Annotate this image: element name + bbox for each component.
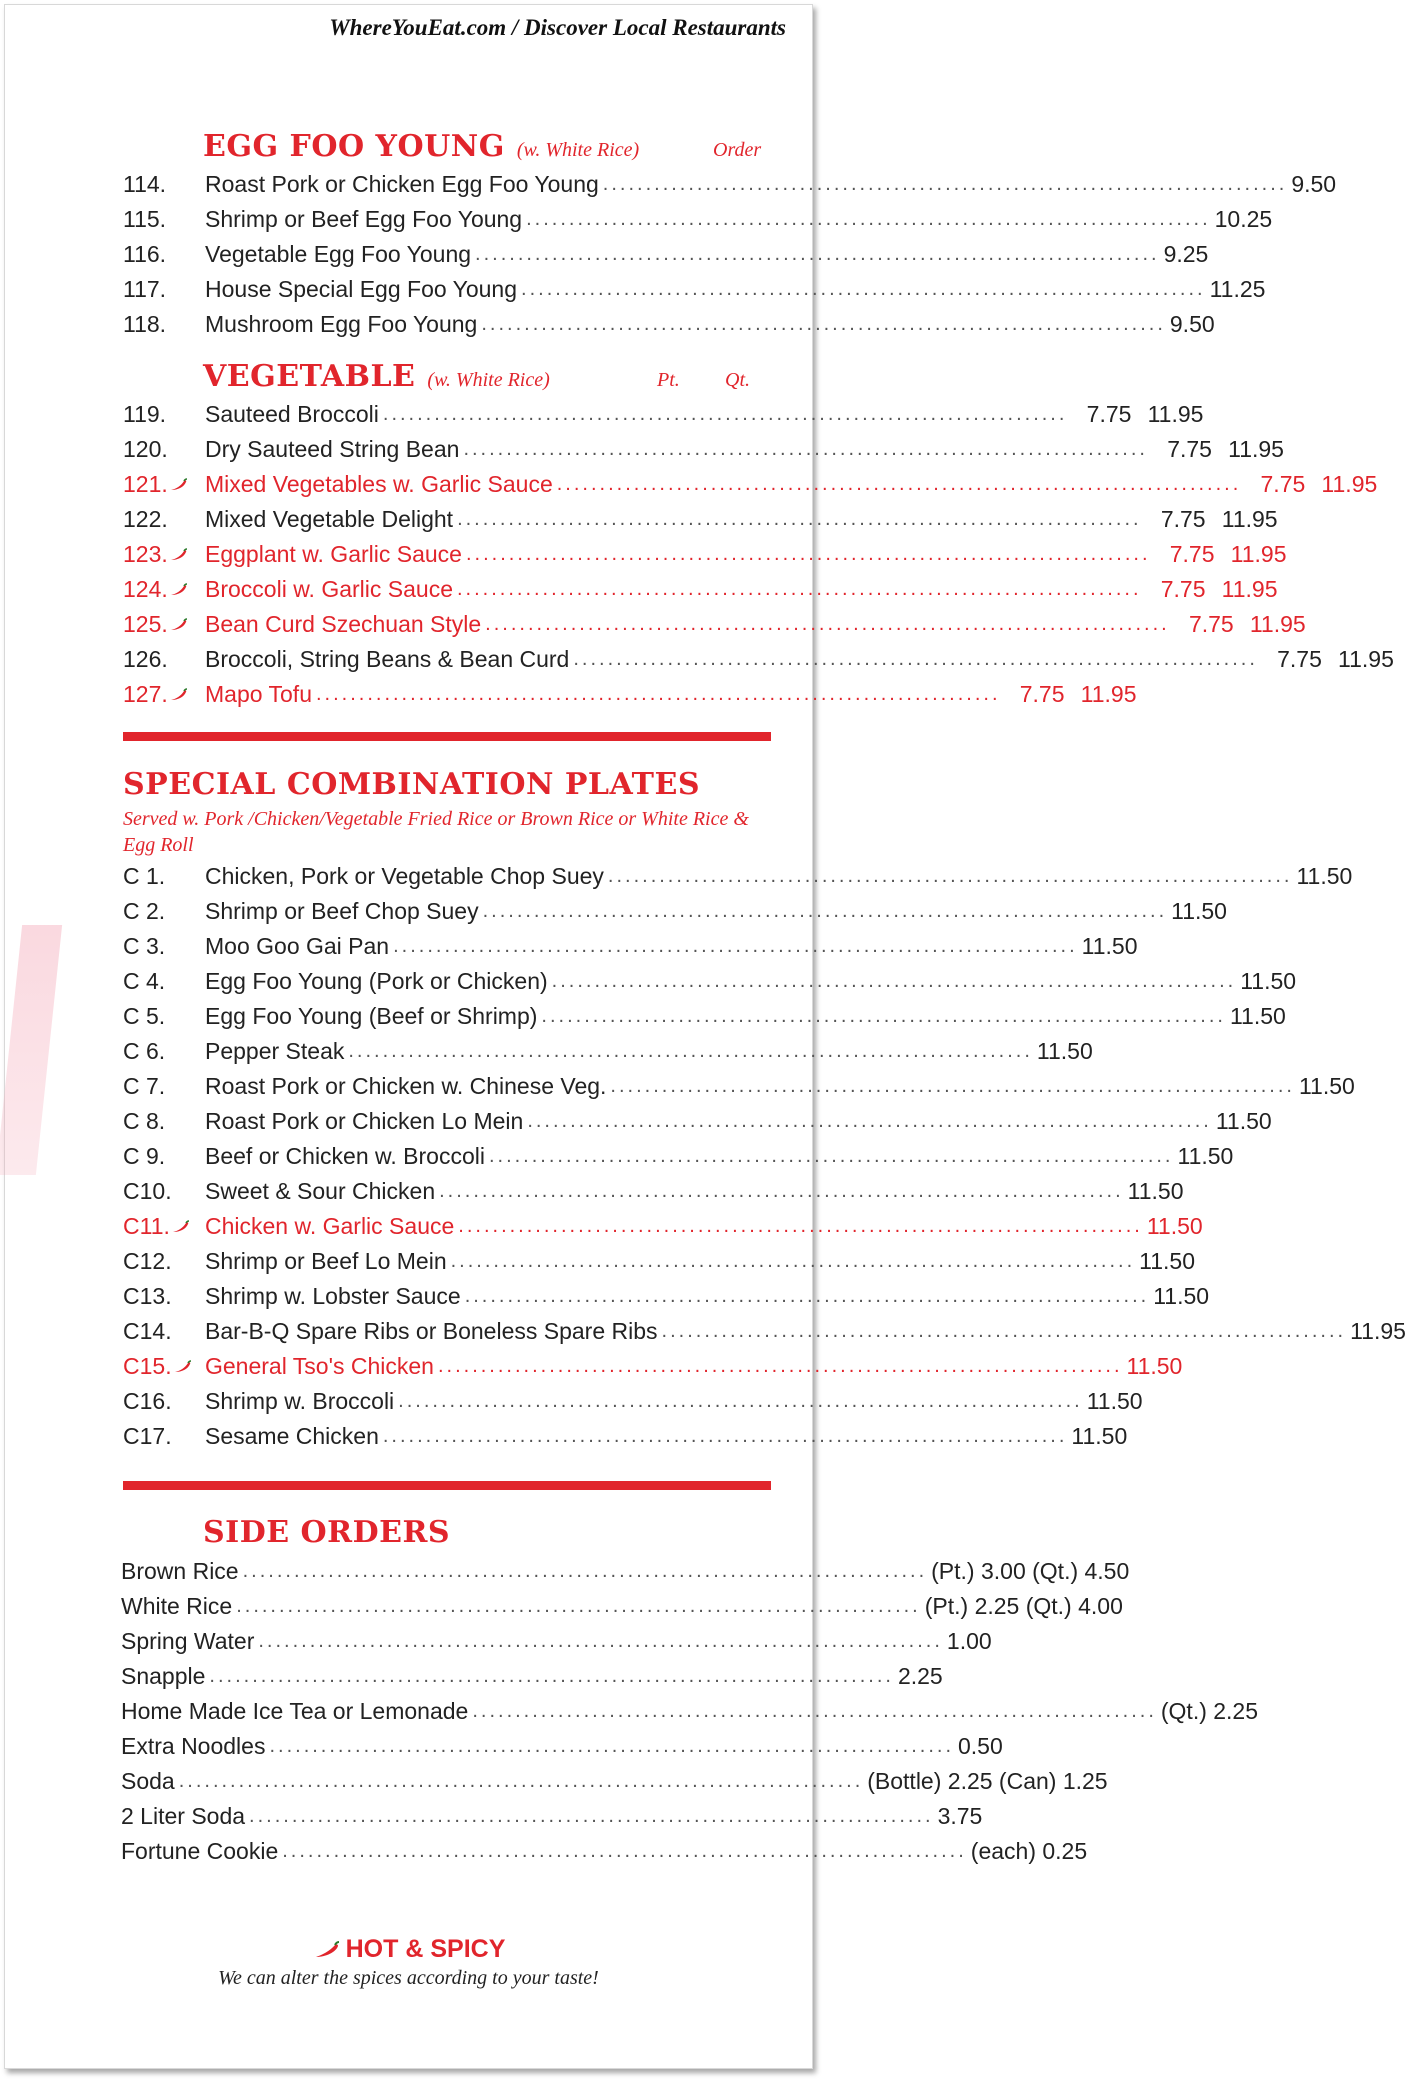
item-price-pint: 7.75 (1019, 680, 1065, 707)
menu-item (123, 642, 1394, 676)
side-order-name: 2 Liter Soda (121, 1802, 246, 1829)
site-title: WhereYouEat.com / Discover Local Restaurants (329, 15, 786, 40)
item-number-text: 123. (123, 540, 168, 567)
item-number-text: 116. (123, 240, 167, 267)
item-number (123, 1248, 205, 1275)
side-order-price: 0.50 (958, 1732, 1003, 1759)
item-number (123, 206, 205, 233)
side-order-name: Home Made Ice Tea or Lemonade (121, 1697, 469, 1724)
side-order-price: (each) 0.25 (970, 1837, 1088, 1864)
item-number-text: C 8. (123, 1107, 166, 1134)
dot-leader: ................................................................................ (249, 1804, 934, 1827)
dot-leader: ................................................................................ (556, 472, 1242, 495)
item-number-text: 127. (123, 680, 168, 707)
side-order-price: (Bottle) 2.25 (Can) 1.25 (867, 1767, 1108, 1794)
side-order-item (121, 1799, 983, 1833)
menu-item (123, 1034, 1093, 1068)
item-number (123, 311, 205, 338)
chili-pepper-icon (170, 583, 188, 597)
item-name: Egg Foo Young (Beef or Shrimp) (205, 1002, 538, 1029)
section-title: VEGETABLE (203, 359, 416, 394)
menu-item (123, 237, 1209, 271)
section-divider (123, 732, 771, 741)
dot-leader: ................................................................................ (488, 1144, 1174, 1167)
menu-item (123, 397, 1204, 431)
dot-leader: ................................................................................ (463, 437, 1148, 460)
side-order-price: 1.00 (946, 1627, 992, 1654)
item-name: Pepper Steak (205, 1037, 345, 1064)
section-header-egg-foo-young (203, 129, 639, 164)
menu-item (123, 1104, 1272, 1138)
menu-item (123, 677, 1137, 711)
menu-item (123, 307, 1215, 341)
item-price: 11.50 (1296, 862, 1353, 889)
column-header-quart: Qt. (725, 369, 750, 391)
item-number (123, 276, 205, 303)
dot-leader: ................................................................................ (209, 1664, 894, 1687)
column-header-order: Order (713, 139, 762, 161)
side-order-name: Snapple (121, 1662, 206, 1689)
dot-leader: ................................................................................ (481, 312, 1166, 335)
item-name: General Tso's Chicken (205, 1352, 434, 1379)
dot-leader: ................................................................................ (315, 682, 1001, 705)
item-price: 9.25 (1163, 240, 1209, 267)
item-number (123, 1213, 205, 1240)
item-price: 11.50 (1127, 1177, 1184, 1204)
item-name: Broccoli w. Garlic Sauce (205, 575, 453, 602)
side-order-name: Soda (121, 1767, 175, 1794)
item-number (123, 863, 205, 890)
menu-item (123, 1314, 1406, 1348)
item-price: 11.50 (1215, 1107, 1272, 1134)
dot-leader: ................................................................................ (393, 934, 1078, 957)
item-name: Sauteed Broccoli (205, 400, 379, 427)
dot-leader: ................................................................................ (472, 1699, 1157, 1722)
item-number (123, 646, 205, 673)
side-order-item (121, 1624, 992, 1658)
item-number-text: C15. (123, 1352, 172, 1379)
item-name: Egg Foo Young (Pork or Chicken) (205, 967, 548, 994)
item-price: 11.50 (1171, 897, 1227, 924)
item-price-pint: 7.75 (1160, 575, 1206, 602)
item-price: 9.50 (1291, 170, 1337, 197)
item-number (123, 1353, 205, 1380)
item-name: Roast Pork or Chicken Lo Mein (205, 1107, 524, 1134)
item-number (123, 1423, 205, 1450)
item-number (123, 1388, 205, 1415)
item-name: Dry Sauteed String Bean (205, 435, 460, 462)
chili-pepper-icon (170, 618, 188, 632)
item-number-text: 114. (123, 170, 167, 197)
item-number (123, 1178, 205, 1205)
item-number (123, 898, 205, 925)
item-price: 11.95 (1350, 1317, 1406, 1344)
item-number (123, 611, 205, 638)
dot-leader: ................................................................................ (398, 1389, 1083, 1412)
menu-item (123, 929, 1138, 963)
item-number-text: C11. (123, 1212, 170, 1239)
item-price: 11.50 (1146, 1212, 1203, 1239)
item-name: Shrimp w. Broccoli (205, 1387, 395, 1414)
menu-page (4, 4, 1406, 2069)
dot-leader: ................................................................................ (258, 1629, 943, 1652)
item-price-quart: 11.95 (1080, 680, 1137, 707)
dot-leader: ................................................................................ (382, 1424, 1068, 1447)
item-price-quart: 11.95 (1230, 540, 1287, 567)
menu-item (123, 1419, 1128, 1453)
item-name: Roast Pork or Chicken Egg Foo Young (205, 170, 599, 197)
side-order-price: 3.75 (937, 1802, 983, 1829)
item-number-text: 118. (123, 310, 167, 337)
side-order-name: Extra Noodles (121, 1732, 266, 1759)
item-number-text: C12. (123, 1247, 172, 1274)
menu-item (123, 502, 1278, 536)
item-price-pint: 7.75 (1160, 505, 1206, 532)
side-order-price: (Pt.) 3.00 (Qt.) 4.50 (931, 1557, 1130, 1584)
side-order-item (121, 1834, 1088, 1868)
item-price-quart: 11.95 (1249, 610, 1306, 637)
item-price: 11.50 (1177, 1142, 1234, 1169)
dot-leader: ................................................................................ (475, 242, 1160, 265)
dot-leader: ................................................................................ (382, 402, 1068, 425)
item-number (123, 1318, 205, 1345)
section-header-combination (123, 767, 700, 802)
menu-item (123, 572, 1278, 606)
item-name: Bean Curd Szechuan Style (205, 610, 482, 637)
chili-pepper-icon (172, 1220, 190, 1234)
item-number-text: C 2. (123, 897, 166, 924)
item-price: 11.50 (1298, 1072, 1355, 1099)
item-name: Shrimp or Beef Chop Suey (205, 897, 479, 924)
item-number (123, 241, 205, 268)
item-number-text: 126. (123, 645, 168, 672)
menu-item (123, 964, 1297, 998)
menu-item (123, 432, 1284, 466)
item-number-text: 120. (123, 435, 168, 462)
item-number (123, 471, 205, 498)
item-number-text: 122. (123, 505, 168, 532)
item-number-text: 117. (123, 275, 167, 302)
item-price: 9.50 (1169, 310, 1215, 337)
item-number-text: C 3. (123, 932, 166, 959)
item-number-text: C13. (123, 1282, 172, 1309)
hot-spicy-legend (5, 1935, 812, 1964)
item-number-text: C 5. (123, 1002, 166, 1029)
dot-leader: ................................................................................ (661, 1319, 1347, 1342)
item-price: 11.50 (1086, 1387, 1143, 1414)
item-price-pint: 7.75 (1277, 645, 1322, 672)
side-order-item (121, 1694, 1259, 1728)
menu-item (123, 894, 1227, 928)
side-order-name: Brown Rice (121, 1557, 239, 1584)
item-price: 10.25 (1214, 205, 1273, 232)
chili-pepper-icon (314, 1941, 340, 1959)
item-number-text: C 4. (123, 967, 166, 994)
menu-item (123, 1244, 1196, 1278)
item-price-pint: 7.75 (1169, 540, 1215, 567)
item-number-text: 115. (123, 205, 167, 232)
item-number (123, 1108, 205, 1135)
item-price-pint: 7.75 (1086, 400, 1132, 427)
item-number (123, 171, 205, 198)
section-divider (123, 1481, 771, 1490)
dot-leader: ................................................................................ (610, 1074, 1295, 1097)
section-note: (w. White Rice) (427, 369, 550, 391)
item-price-pint: 7.75 (1188, 610, 1234, 637)
chili-pepper-icon (170, 688, 188, 702)
item-number-text: C14. (123, 1317, 172, 1344)
item-price: 11.50 (1240, 967, 1297, 994)
item-number (123, 1143, 205, 1170)
dot-leader: ................................................................................ (269, 1734, 954, 1757)
dot-leader: ................................................................................ (482, 899, 1168, 922)
item-number-text: 121. (123, 470, 168, 497)
item-name: Shrimp w. Lobster Sauce (205, 1282, 461, 1309)
dot-leader: ................................................................................ (456, 577, 1142, 600)
item-price: 11.25 (1209, 275, 1266, 302)
section-note: (w. White Rice) (516, 139, 640, 161)
item-number-text: 124. (123, 575, 168, 602)
item-number (123, 933, 205, 960)
menu-item (123, 537, 1287, 571)
dot-leader: ................................................................................ (458, 1214, 1143, 1237)
item-name: Chicken w. Garlic Sauce (205, 1212, 455, 1239)
side-order-name: Spring Water (121, 1627, 255, 1654)
item-number (123, 1003, 205, 1030)
menu-item (123, 999, 1286, 1033)
dot-leader: ................................................................................ (242, 1559, 928, 1582)
item-price: 11.50 (1229, 1002, 1286, 1029)
item-price: 11.50 (1071, 1422, 1128, 1449)
menu-item (123, 1279, 1210, 1313)
item-price-quart: 11.95 (1338, 645, 1394, 672)
item-price: 11.50 (1153, 1282, 1210, 1309)
menu-item (123, 467, 1378, 501)
side-order-item (121, 1729, 1003, 1763)
item-number (123, 436, 205, 463)
item-price-quart: 11.95 (1221, 575, 1278, 602)
item-price-pint: 7.75 (1167, 435, 1212, 462)
item-number (123, 1038, 205, 1065)
item-name: Chicken, Pork or Vegetable Chop Suey (205, 862, 604, 889)
side-order-item (121, 1589, 1123, 1623)
item-name: Eggplant w. Garlic Sauce (205, 540, 462, 567)
section-title: SIDE ORDERS (203, 1515, 451, 1550)
item-number-text: 119. (123, 400, 167, 427)
item-price-quart: 11.95 (1221, 505, 1278, 532)
dot-leader: ................................................................................ (437, 1354, 1123, 1377)
dot-leader: ................................................................................ (485, 612, 1170, 635)
dot-leader: ................................................................................ (607, 864, 1293, 887)
column-header-pint: Pt. (657, 369, 680, 391)
item-number (123, 541, 205, 568)
item-name: Sweet & Sour Chicken (205, 1177, 436, 1204)
item-number-text: C10. (123, 1177, 172, 1204)
section-header-side-orders (203, 1515, 450, 1550)
menu-item (123, 1069, 1355, 1103)
chili-pepper-icon (170, 478, 188, 492)
dot-leader: ................................................................................ (573, 647, 1258, 670)
item-number (123, 1073, 205, 1100)
item-price: 11.50 (1036, 1037, 1093, 1064)
side-order-price: (Pt.) 2.25 (Qt.) 4.00 (924, 1592, 1123, 1619)
item-price-quart: 11.95 (1147, 400, 1204, 427)
dot-leader: ................................................................................ (439, 1179, 1124, 1202)
dot-leader: ................................................................................ (178, 1769, 864, 1792)
menu-item (123, 859, 1353, 893)
item-price-quart: 11.95 (1321, 470, 1378, 497)
item-price: 11.50 (1126, 1352, 1183, 1379)
combination-served-note: Served w. Pork /Chicken/Vegetable Fried Rice or Brown Rice or White Rice & Egg Roll (123, 808, 749, 856)
item-number-text: C 9. (123, 1142, 166, 1169)
item-name: Sesame Chicken (205, 1422, 379, 1449)
menu-item (123, 202, 1273, 236)
dot-leader: ................................................................................ (282, 1839, 967, 1862)
item-name: Shrimp or Beef Lo Mein (205, 1247, 447, 1274)
dot-leader: ................................................................................ (521, 277, 1206, 300)
item-name: Mixed Vegetables w. Garlic Sauce (205, 470, 553, 497)
menu-item (123, 607, 1306, 641)
item-price: 11.50 (1139, 1247, 1196, 1274)
item-number (123, 576, 205, 603)
item-number (123, 1283, 205, 1310)
menu-item (123, 1174, 1184, 1208)
item-number (123, 401, 205, 428)
item-number-text: C 1. (123, 862, 166, 889)
dot-leader: ................................................................................ (602, 172, 1288, 195)
side-order-item (121, 1554, 1130, 1588)
dot-leader: ................................................................................ (348, 1039, 1033, 1062)
item-price-quart: 11.95 (1228, 435, 1284, 462)
dot-leader: ................................................................................ (457, 507, 1142, 530)
side-order-price: 2.25 (897, 1662, 943, 1689)
item-name: Bar-B-Q Spare Ribs or Boneless Spare Ribs (205, 1317, 658, 1344)
background-watermark (0, 925, 62, 1175)
spice-tagline: We can alter the spices according to your taste! (218, 1967, 599, 1989)
item-name: Mushroom Egg Foo Young (205, 310, 478, 337)
section-header-vegetable (203, 359, 550, 394)
side-order-price: (Qt.) 2.25 (1160, 1697, 1259, 1724)
item-name: Beef or Chicken w. Broccoli (205, 1142, 485, 1169)
side-order-item (121, 1659, 943, 1693)
item-name: House Special Egg Foo Young (205, 275, 518, 302)
menu-item (123, 272, 1266, 306)
dot-leader: ................................................................................ (465, 542, 1151, 565)
menu-item (123, 1209, 1203, 1243)
menu-item (123, 1384, 1143, 1418)
item-number-text: C 7. (123, 1072, 166, 1099)
section-title: EGG FOO YOUNG (203, 129, 505, 164)
item-name: Vegetable Egg Foo Young (205, 240, 472, 267)
item-number (123, 681, 205, 708)
item-number (123, 506, 205, 533)
menu-item (123, 1349, 1183, 1383)
menu-item (123, 1139, 1234, 1173)
chili-pepper-icon (174, 1360, 192, 1374)
item-number-text: 125. (123, 610, 168, 637)
dot-leader: ................................................................................ (551, 969, 1237, 992)
item-number-text: C16. (123, 1387, 172, 1414)
item-price-pint: 7.75 (1260, 470, 1306, 497)
dot-leader: ................................................................................ (464, 1284, 1150, 1307)
item-name: Shrimp or Beef Egg Foo Young (205, 205, 523, 232)
menu-item (123, 167, 1337, 201)
item-number (123, 968, 205, 995)
dot-leader: ................................................................................ (526, 207, 1211, 230)
site-header (5, 5, 812, 51)
item-price: 11.50 (1081, 932, 1138, 959)
dot-leader: ................................................................................ (236, 1594, 921, 1617)
chili-pepper-icon (170, 548, 188, 562)
side-order-item (121, 1764, 1108, 1798)
section-title: SPECIAL COMBINATION PLATES (123, 767, 700, 802)
item-number-text: C17. (123, 1422, 172, 1449)
item-number-text: C 6. (123, 1037, 166, 1064)
side-order-name: White Rice (121, 1592, 233, 1619)
dot-leader: ................................................................................ (527, 1109, 1212, 1132)
dot-leader: ................................................................................ (541, 1004, 1226, 1027)
side-order-name: Fortune Cookie (121, 1837, 279, 1864)
item-name: Mixed Vegetable Delight (205, 505, 454, 532)
dot-leader: ................................................................................ (450, 1249, 1136, 1272)
item-name: Broccoli, String Beans & Bean Curd (205, 645, 570, 672)
hot-spicy-label: HOT & SPICY (345, 1935, 506, 1963)
item-name: Moo Goo Gai Pan (205, 932, 390, 959)
item-name: Mapo Tofu (205, 680, 312, 707)
item-name: Roast Pork or Chicken w. Chinese Veg. (205, 1072, 607, 1099)
